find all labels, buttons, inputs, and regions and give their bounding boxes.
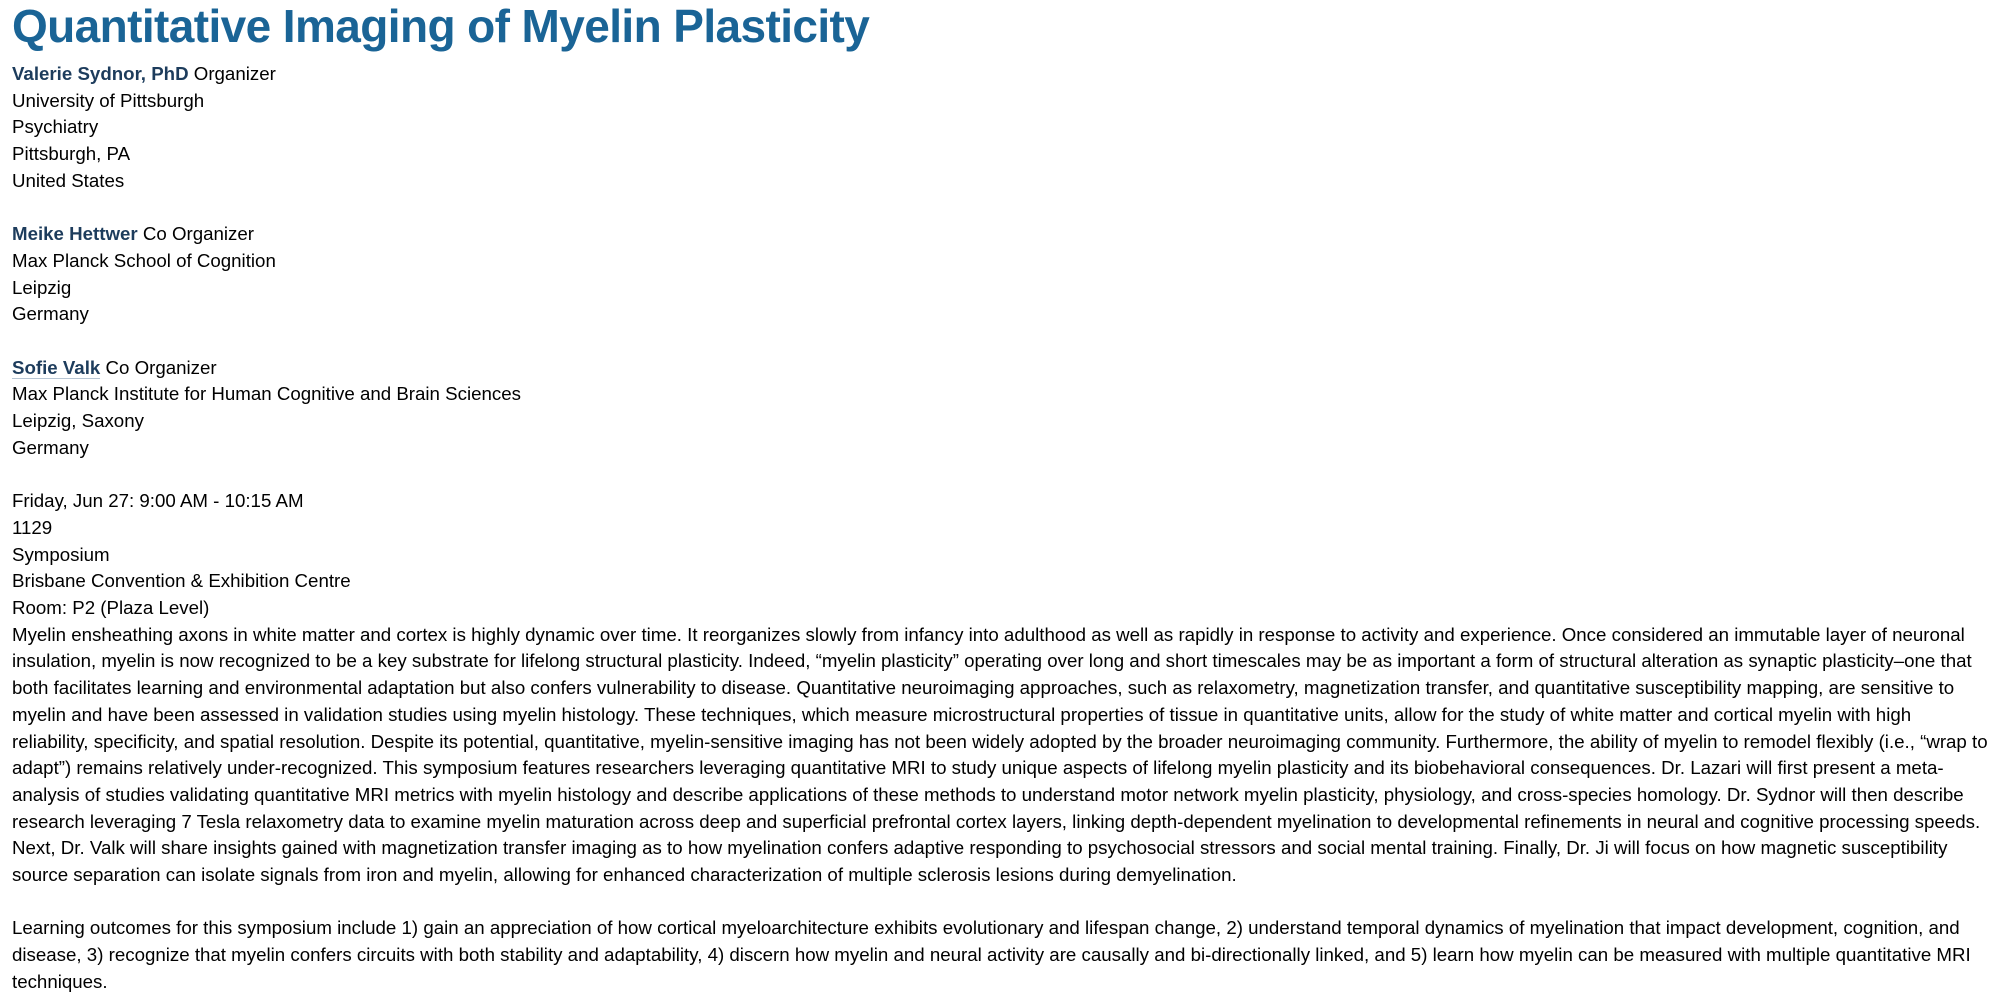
person-header bbox=[12, 221, 1988, 248]
page-title: Quantitative Imaging of Myelin Plasticity bbox=[12, 0, 870, 52]
spacer bbox=[12, 328, 1988, 355]
person-co-organizer bbox=[12, 355, 1988, 462]
person-header bbox=[12, 61, 1988, 88]
person-institution: Max Planck School of Cognition bbox=[12, 249, 276, 271]
session-datetime: Friday, Jun 27: 9:00 AM - 10:15 AM bbox=[12, 490, 304, 512]
person-role: Co Organizer bbox=[142, 223, 255, 245]
person-role: Co Organizer bbox=[105, 356, 217, 378]
person-city: Leipzig bbox=[12, 276, 72, 298]
person-name-link[interactable]: Meike Hettwer bbox=[12, 223, 138, 245]
session-room: Room: P2 (Plaza Level) bbox=[12, 597, 210, 619]
person-co-organizer bbox=[12, 221, 1988, 328]
session-number: 1129 bbox=[12, 516, 53, 538]
session-type: Symposium bbox=[12, 543, 110, 565]
spacer bbox=[12, 889, 1988, 916]
person-city: Leipzig, Saxony bbox=[12, 410, 144, 432]
person-department: Psychiatry bbox=[12, 116, 99, 138]
spacer bbox=[12, 462, 1988, 489]
person-header bbox=[12, 355, 1988, 382]
session-venue: Brisbane Convention & Exhibition Centre bbox=[12, 570, 351, 592]
person-country: United States bbox=[12, 169, 125, 191]
spacer bbox=[12, 195, 1988, 222]
person-institution: Max Planck Institute for Human Cognitive and Brain Sciences bbox=[12, 383, 521, 405]
abstract-text: Myelin ensheathing axons in white matter and cortex is highly dynamic over time. It reorganizes slowly from infancy into adulthood as well as rapidly in response to activity and experience. Once considered an immutable layer of neuronal insulation, myelin is now recognized to be a key substrate for lifelong structural plasticity. Indeed, “myelin plasticity” operating over long and short timescales may be as important a form of structural alteration as synaptic plasticity–one that both facilitates learning and environmental adaptation but also confers vulnerability to disease. Quantitative neuroimaging approaches, such as relaxometry, magnetization transfer, and quantitative susceptibility mapping, are sensitive to myelin and have been assessed in validation studies using myelin histology. These techniques, which measure microstructural properties of tissue in quantitative units, allow for the study of white matter and cortical myelin with high reliability, specificity, and spatial resolution. Despite its potential, quantitative, myelin-sensitive imaging has not been widely adopted by the broader neuroimaging community. Furthermore, the ability of myelin to remodel flexibly (i.e., “wrap to adapt”) remains relatively under-recognized. This symposium features researchers leveraging quantitative MRI to study unique aspects of lifelong myelin plasticity and its biobehavioral consequences. Dr. Lazari will first present a meta-analysis of studies validating quantitative MRI metrics with myelin histology and describe applications of these methods to understand motor network myelin plasticity, physiology, and cross-species homology. Dr. Sydnor will then describe research leveraging 7 Tesla relaxometry data to examine myelin maturation across deep and superficial prefrontal cortex layers, linking depth-dependent myelination to developmental refinements in neural and cognitive processing speeds. Next, Dr. Valk will share insights gained with magnetization transfer imaging as to how myelination confers adaptive responding to psychosocial stressors and social mental training. Finally, Dr. Ji will focus on how magnetic susceptibility source separation can isolate signals from iron and myelin, allowing for enhanced characterization of multiple sclerosis lesions during demyelination. bbox=[12, 623, 1988, 886]
session-page bbox=[12, 0, 1988, 996]
person-city: Pittsburgh, PA bbox=[12, 143, 131, 165]
person-country: Germany bbox=[12, 303, 89, 325]
person-organizer bbox=[12, 61, 1988, 195]
learning-outcomes-text: Learning outcomes for this symposium include 1) gain an appreciation of how cortical myeloarchitecture exhibits evolutionary and lifespan change, 2) understand temporal dynamics of myelination that impact development, cognition, and disease, 3) recognize that myelin confers circuits with both stability and adaptability, 4) discern how myelin and neural activity are causally and bi-directionally linked, and 5) learn how myelin can be measured with multiple quantitative MRI techniques. bbox=[12, 917, 1971, 992]
person-name-link[interactable]: Valerie Sydnor, PhD bbox=[12, 63, 189, 84]
person-institution: University of Pittsburgh bbox=[12, 89, 205, 111]
person-role: Organizer bbox=[193, 63, 276, 84]
person-name-link[interactable]: Sofie Valk bbox=[12, 356, 101, 378]
session-details bbox=[12, 488, 1988, 622]
person-country: Germany bbox=[12, 436, 89, 458]
